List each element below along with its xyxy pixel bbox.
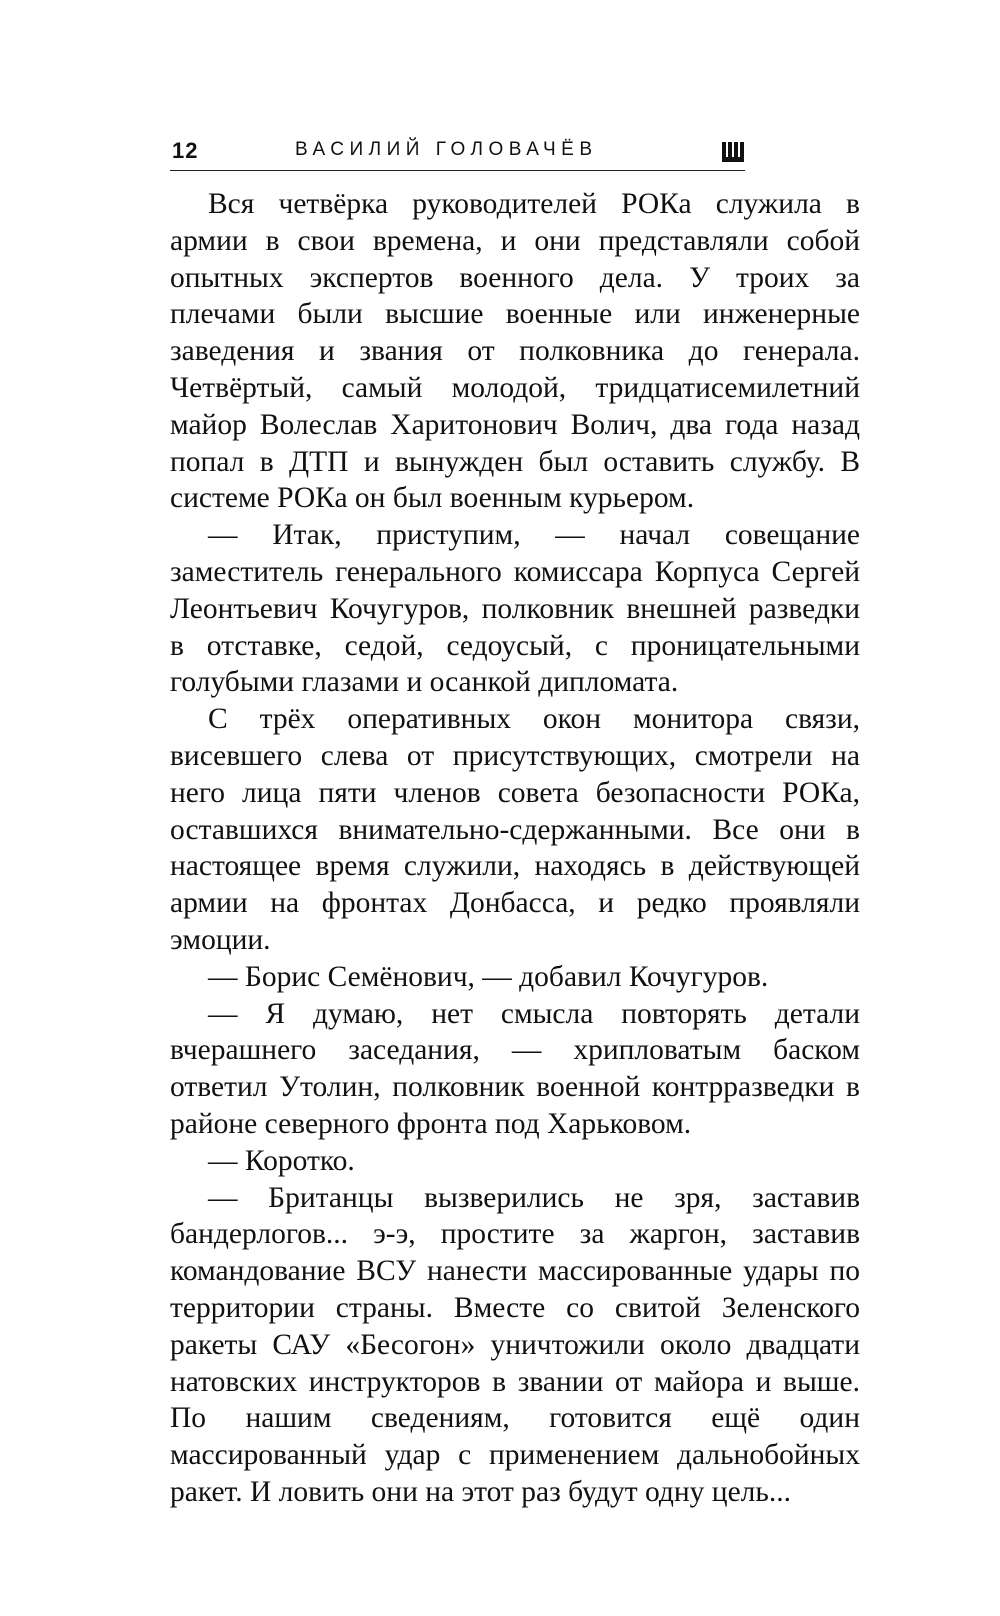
main-text bbox=[170, 186, 860, 1511]
paragraph: — Я думаю, нет смысла повторять детали вчерашнего заседания, — хрипловатым баском ответил Утолин, полковник военной контрразведки в районе северного фронта под Харьковом. bbox=[170, 997, 860, 1140]
page-number: 12 bbox=[172, 138, 199, 163]
page-header bbox=[170, 136, 745, 171]
paragraph: — Коротко. bbox=[208, 1144, 355, 1177]
paragraph: С трёх оперативных окон монитора связи, висевшего слева от присутствующих, смотрели на него лица пяти членов совета безопасности РОКа, оставшихся внимательно-сдержанными. Все они в настоящее время служили, находясь в действующей армии на фронтах Донбасса, и редко проявляли эмоции. bbox=[170, 703, 860, 956]
paragraph: — Итак, приступим, — начал совещание заместитель генерального комиссара Корпуса Сергей Леонтьевич Кочугуров, полковник внешней разведки в отставке, седой, седоусый, с проницательными голубыми глазами и осанкой дипломата. bbox=[170, 519, 860, 699]
paragraph: Вся четвёрка руководителей РОКа служила в армии в свои времена, и они представляли собой опытных экспертов военного дела. У троих за плечами были высшие военные или инженерные заведения и звания от полковника до генерала. Четвёртый, самый молодой, тридцатисемилетний майор Волеслав Харитонович Волич, два года назад попал в ДТП и вынужден был оставить службу. В системе РОКа он был военным курьером. bbox=[170, 188, 860, 515]
publisher-logo-icon bbox=[721, 140, 745, 164]
paragraph: — Британцы вызверились не зря, заставив бандерлогов... э-э, простите за жаргон, заставив командование ВСУ нанести массированные удары по территории страны. Вместе со свитой Зеленского ракеты САУ «Бесогон» уничтожили около двадцати натовских инструкторов в звании от майора и выше. По нашим сведениям, готовится ещё один массированный удар с применением дальнобойных ракет. И ловить они на этот раз будут одну цель... bbox=[170, 1181, 860, 1508]
running-head: ВАСИЛИЙ ГОЛОВАЧЁВ bbox=[295, 139, 598, 160]
paragraph: — Борис Семёнович, — добавил Кочугуров. bbox=[208, 960, 769, 993]
